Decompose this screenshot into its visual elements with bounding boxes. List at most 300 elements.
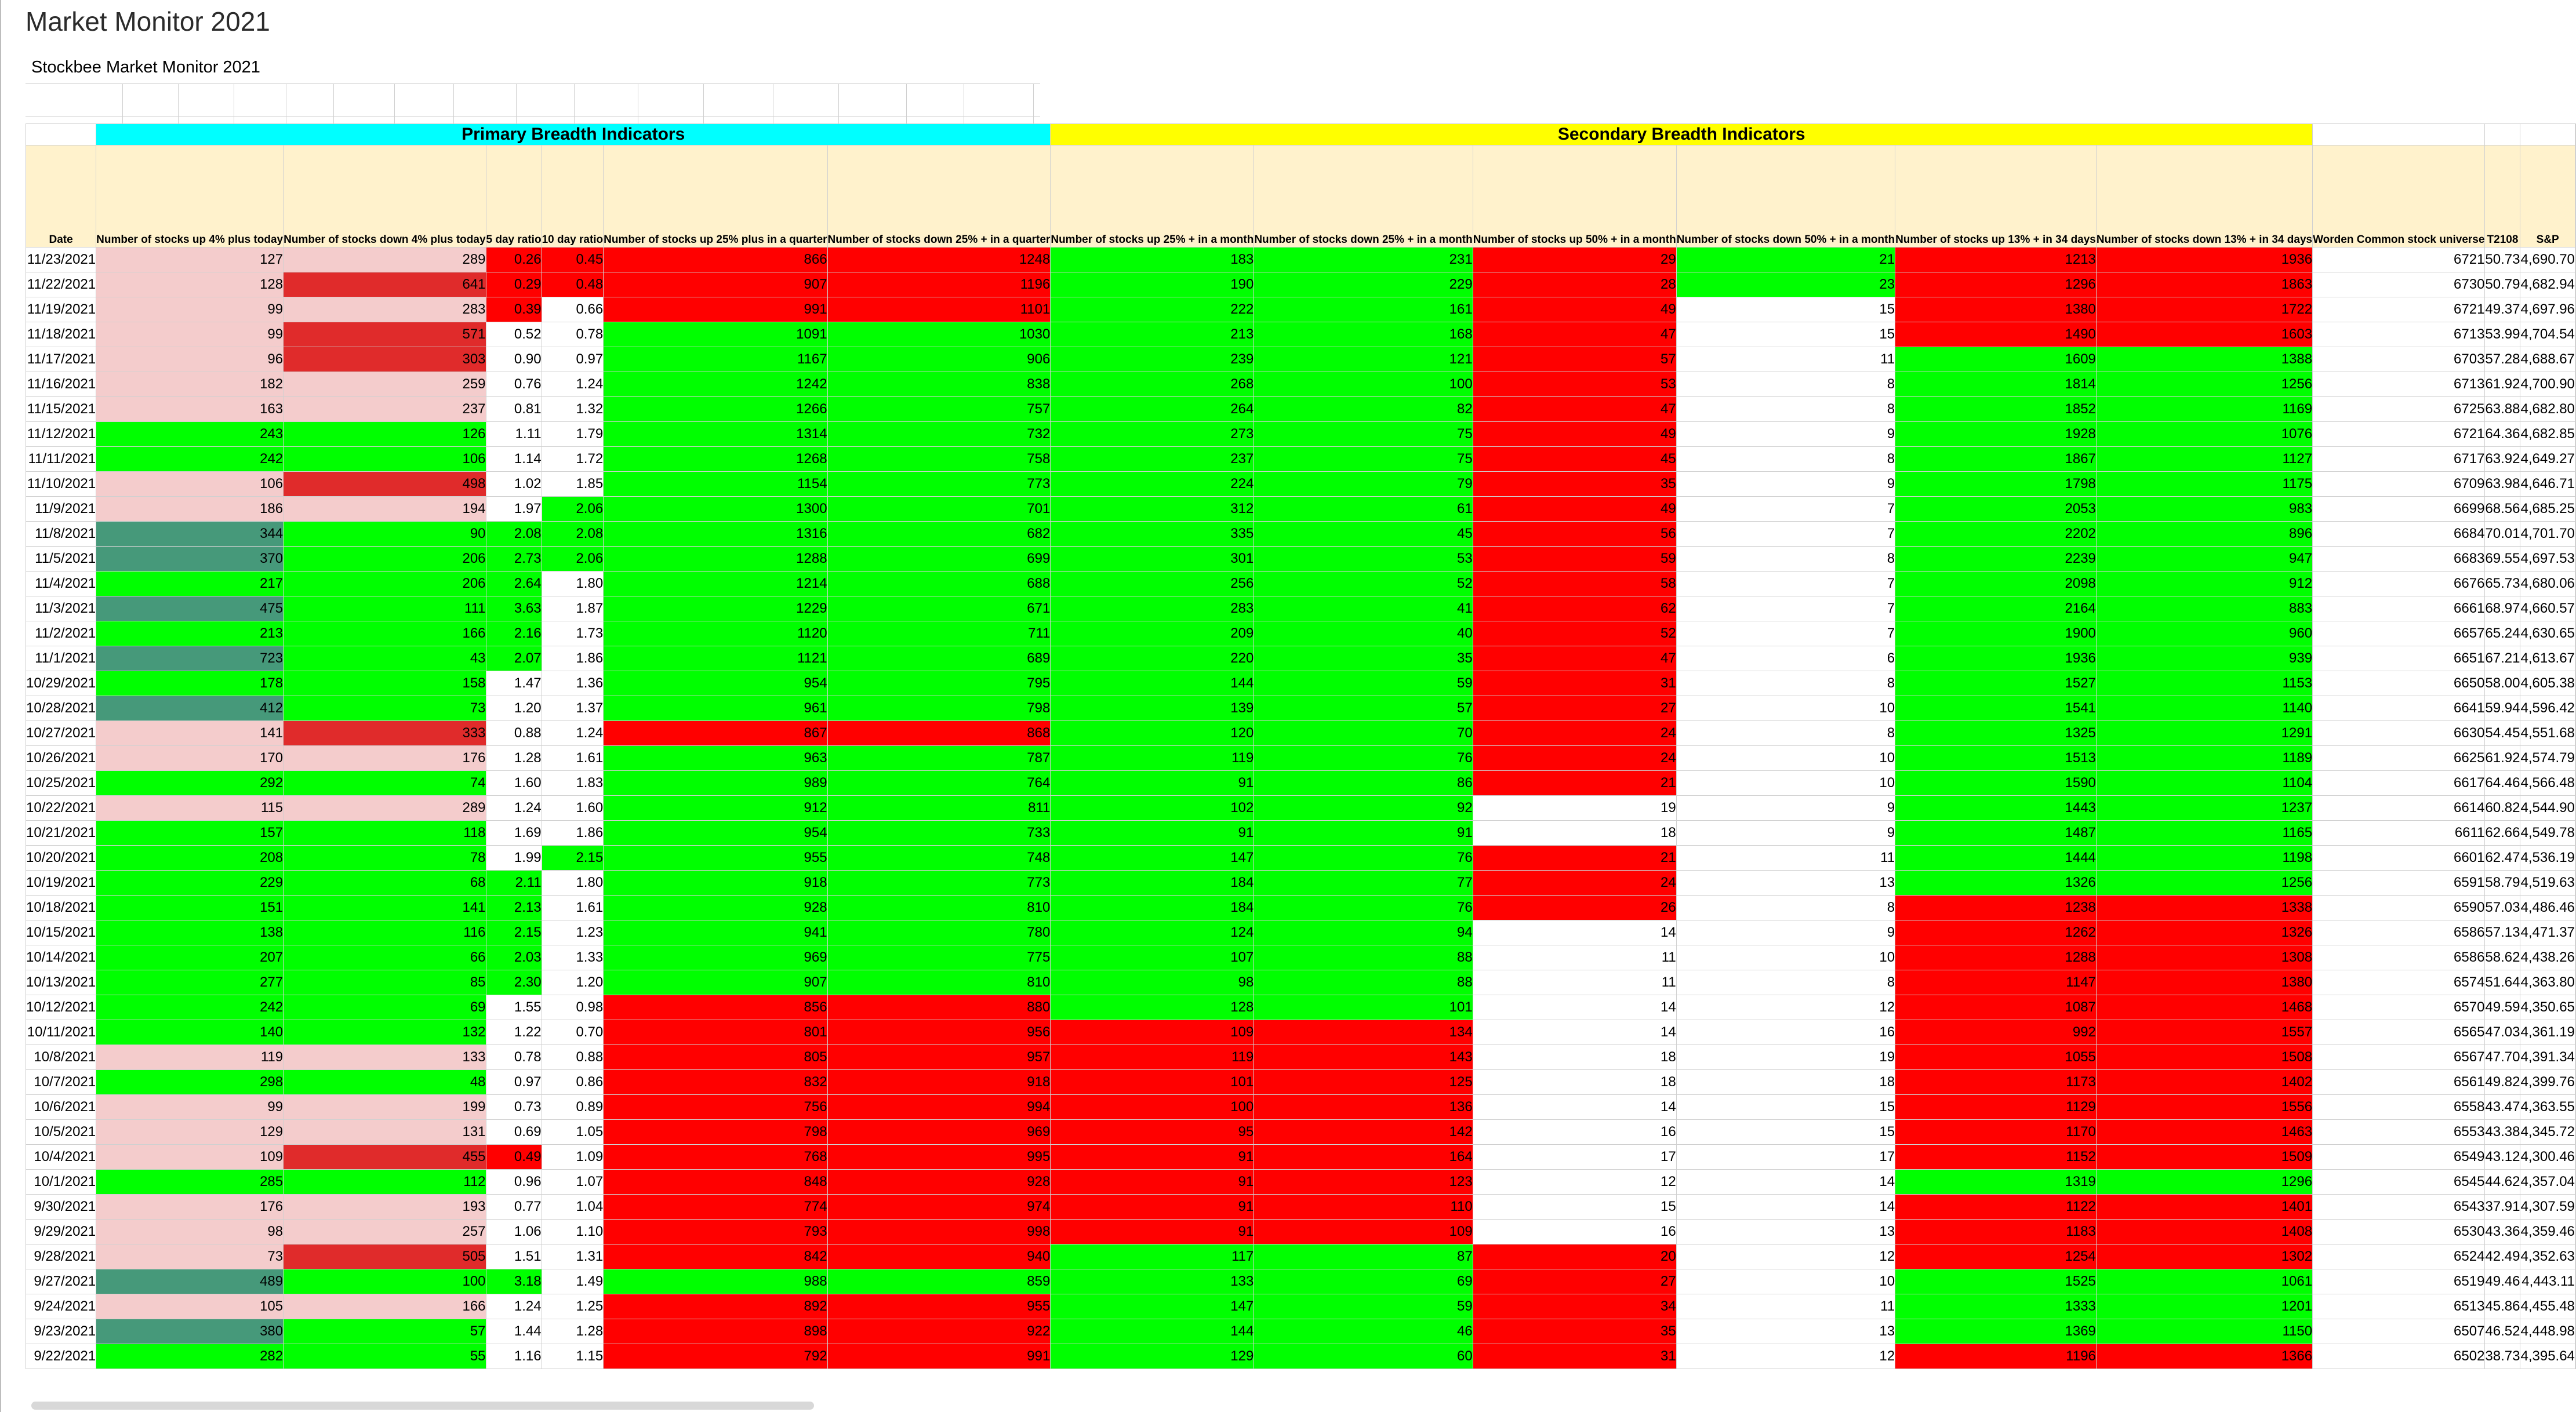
- table-cell[interactable]: 6725: [2313, 397, 2485, 422]
- table-cell[interactable]: 1169: [2096, 397, 2312, 422]
- table-cell[interactable]: 4,345.72: [2520, 1120, 2575, 1145]
- table-cell[interactable]: 4,350.65: [2520, 995, 2575, 1020]
- table-cell[interactable]: 8: [1676, 447, 1895, 472]
- table-cell[interactable]: 0.98: [542, 995, 604, 1020]
- table-cell[interactable]: 199: [284, 1095, 486, 1120]
- table-cell[interactable]: 184: [1051, 896, 1254, 920]
- table-cell[interactable]: 57: [1473, 347, 1676, 372]
- table-cell[interactable]: 1175: [2096, 472, 2312, 497]
- table-cell[interactable]: 4,536.19: [2520, 846, 2575, 871]
- table-cell[interactable]: 1296: [2096, 1170, 2312, 1195]
- table-cell[interactable]: 147: [1051, 846, 1254, 871]
- table-cell[interactable]: 91: [1051, 1220, 1254, 1244]
- date-cell[interactable]: 11/16/2021: [26, 372, 96, 397]
- table-cell[interactable]: 79: [1254, 472, 1473, 497]
- table-cell[interactable]: 182: [96, 372, 284, 397]
- date-cell[interactable]: 11/17/2021: [26, 347, 96, 372]
- group-spacer[interactable]: [26, 124, 96, 145]
- table-cell[interactable]: 24: [1473, 746, 1676, 771]
- table-cell[interactable]: 119: [96, 1045, 284, 1070]
- table-cell[interactable]: 9: [1676, 472, 1895, 497]
- table-cell[interactable]: 64.46: [2485, 771, 2520, 796]
- table-cell[interactable]: 68.97: [2485, 596, 2520, 621]
- table-cell[interactable]: 1150: [2096, 1319, 2312, 1344]
- table-cell[interactable]: 848: [604, 1170, 827, 1195]
- table-cell[interactable]: 832: [604, 1070, 827, 1095]
- table-cell[interactable]: 1.61: [542, 896, 604, 920]
- table-cell[interactable]: 8: [1676, 970, 1895, 995]
- table-cell[interactable]: 14: [1473, 1020, 1676, 1045]
- table-cell[interactable]: 6530: [2313, 1220, 2485, 1244]
- table-cell[interactable]: 1288: [1895, 945, 2097, 970]
- table-cell[interactable]: 4,697.96: [2520, 297, 2575, 322]
- date-cell[interactable]: 11/10/2021: [26, 472, 96, 497]
- table-cell[interactable]: 268: [1051, 372, 1254, 397]
- table-cell[interactable]: 13: [1676, 1220, 1895, 1244]
- date-cell[interactable]: 11/11/2021: [26, 447, 96, 472]
- date-cell[interactable]: 11/1/2021: [26, 646, 96, 671]
- table-cell[interactable]: 906: [827, 347, 1051, 372]
- table-cell[interactable]: 6625: [2313, 746, 2485, 771]
- table-cell[interactable]: 259: [284, 372, 486, 397]
- table-cell[interactable]: 1444: [1895, 846, 2097, 871]
- table-cell[interactable]: 641: [284, 272, 486, 297]
- table-cell[interactable]: 1.32: [542, 397, 604, 422]
- table-cell[interactable]: 91: [1051, 1195, 1254, 1220]
- table-cell[interactable]: 2.13: [486, 896, 542, 920]
- table-cell[interactable]: 2.03: [486, 945, 542, 970]
- date-cell[interactable]: 9/23/2021: [26, 1319, 96, 1344]
- table-cell[interactable]: 4,682.94: [2520, 272, 2575, 297]
- table-cell[interactable]: 0.52: [486, 322, 542, 347]
- table-cell[interactable]: 100: [284, 1269, 486, 1294]
- table-cell[interactable]: 16: [1473, 1220, 1676, 1244]
- table-cell[interactable]: 4,359.46: [2520, 1220, 2575, 1244]
- table-cell[interactable]: 6574: [2313, 970, 2485, 995]
- table-cell[interactable]: 912: [604, 796, 827, 821]
- table-cell[interactable]: 15: [1676, 1120, 1895, 1145]
- table-cell[interactable]: 4,438.26: [2520, 945, 2575, 970]
- table-cell[interactable]: 1380: [2096, 970, 2312, 995]
- date-cell[interactable]: 10/6/2021: [26, 1095, 96, 1120]
- date-cell[interactable]: 10/5/2021: [26, 1120, 96, 1145]
- table-cell[interactable]: 1722: [2096, 297, 2312, 322]
- column-header[interactable]: Date: [26, 145, 96, 248]
- table-cell[interactable]: 12: [1473, 1170, 1676, 1195]
- table-cell[interactable]: 65.24: [2485, 621, 2520, 646]
- table-cell[interactable]: 9: [1676, 422, 1895, 447]
- table-cell[interactable]: 991: [827, 1344, 1051, 1369]
- table-cell[interactable]: 61.92: [2485, 746, 2520, 771]
- table-cell[interactable]: 2.07: [486, 646, 542, 671]
- table-cell[interactable]: 242: [96, 995, 284, 1020]
- table-cell[interactable]: 1189: [2096, 746, 2312, 771]
- table-cell[interactable]: 1.20: [542, 970, 604, 995]
- table-cell[interactable]: 141: [96, 721, 284, 746]
- table-cell[interactable]: 100: [1051, 1095, 1254, 1120]
- table-cell[interactable]: 131: [284, 1120, 486, 1145]
- table-cell[interactable]: 6684: [2313, 522, 2485, 547]
- column-header[interactable]: Number of stocks down 50% + in a month: [1676, 145, 1895, 248]
- table-cell[interactable]: 49: [1473, 422, 1676, 447]
- table-cell[interactable]: 4,685.25: [2520, 497, 2575, 522]
- table-cell[interactable]: 0.96: [486, 1170, 542, 1195]
- table-cell[interactable]: 35: [1473, 472, 1676, 497]
- date-cell[interactable]: 10/15/2021: [26, 920, 96, 945]
- table-cell[interactable]: 10: [1676, 696, 1895, 721]
- table-cell[interactable]: 88: [1254, 945, 1473, 970]
- table-cell[interactable]: 126: [284, 422, 486, 447]
- table-cell[interactable]: 95: [1051, 1120, 1254, 1145]
- table-cell[interactable]: 77: [1254, 871, 1473, 896]
- table-cell[interactable]: 237: [1051, 447, 1254, 472]
- table-cell[interactable]: 176: [96, 1195, 284, 1220]
- table-cell[interactable]: 1326: [2096, 920, 2312, 945]
- table-cell[interactable]: 7: [1676, 572, 1895, 596]
- table-cell[interactable]: 1.11: [486, 422, 542, 447]
- table-cell[interactable]: 43.12: [2485, 1145, 2520, 1170]
- table-cell[interactable]: 1.06: [486, 1220, 542, 1244]
- table-cell[interactable]: 701: [827, 497, 1051, 522]
- table-cell[interactable]: 2.06: [542, 497, 604, 522]
- table-cell[interactable]: 1333: [1895, 1294, 2097, 1319]
- table-cell[interactable]: 206: [284, 547, 486, 572]
- table-cell[interactable]: 1229: [604, 596, 827, 621]
- date-cell[interactable]: 10/14/2021: [26, 945, 96, 970]
- table-cell[interactable]: 0.77: [486, 1195, 542, 1220]
- table-cell[interactable]: 883: [2096, 596, 2312, 621]
- table-cell[interactable]: 41: [1254, 596, 1473, 621]
- table-cell[interactable]: 6519: [2313, 1269, 2485, 1294]
- table-cell[interactable]: 4,352.63: [2520, 1244, 2575, 1269]
- table-cell[interactable]: 62: [1473, 596, 1676, 621]
- table-cell[interactable]: 928: [827, 1170, 1051, 1195]
- table-cell[interactable]: 4,395.64: [2520, 1344, 2575, 1369]
- table-cell[interactable]: 183: [1051, 248, 1254, 272]
- table-cell[interactable]: 4,701.70: [2520, 522, 2575, 547]
- table-cell[interactable]: 0.73: [486, 1095, 542, 1120]
- column-header[interactable]: Number of stocks down 13% + in 34 days: [2096, 145, 2312, 248]
- date-cell[interactable]: 11/3/2021: [26, 596, 96, 621]
- table-cell[interactable]: 1101: [827, 297, 1051, 322]
- table-cell[interactable]: 1091: [604, 322, 827, 347]
- table-cell[interactable]: 6513: [2313, 1294, 2485, 1319]
- table-cell[interactable]: 918: [827, 1070, 1051, 1095]
- date-cell[interactable]: 11/18/2021: [26, 322, 96, 347]
- table-cell[interactable]: 1129: [1895, 1095, 2097, 1120]
- table-cell[interactable]: 859: [827, 1269, 1051, 1294]
- table-cell[interactable]: 1213: [1895, 248, 2097, 272]
- date-cell[interactable]: 10/21/2021: [26, 821, 96, 846]
- table-cell[interactable]: 18: [1473, 1070, 1676, 1095]
- table-cell[interactable]: 1388: [2096, 347, 2312, 372]
- table-cell[interactable]: 6586: [2313, 920, 2485, 945]
- table-cell[interactable]: 57.28: [2485, 347, 2520, 372]
- table-cell[interactable]: 15: [1676, 297, 1895, 322]
- table-cell[interactable]: 1.47: [486, 671, 542, 696]
- date-cell[interactable]: 10/18/2021: [26, 896, 96, 920]
- table-cell[interactable]: 57: [284, 1319, 486, 1344]
- table-cell[interactable]: 1300: [604, 497, 827, 522]
- table-cell[interactable]: 489: [96, 1269, 284, 1294]
- table-cell[interactable]: 689: [827, 646, 1051, 671]
- table-cell[interactable]: 4,363.55: [2520, 1095, 2575, 1120]
- table-cell[interactable]: 1196: [827, 272, 1051, 297]
- table-cell[interactable]: 29: [1473, 248, 1676, 272]
- table-cell[interactable]: 344: [96, 522, 284, 547]
- table-cell[interactable]: 6713: [2313, 322, 2485, 347]
- table-cell[interactable]: 4,660.57: [2520, 596, 2575, 621]
- table-cell[interactable]: 928: [604, 896, 827, 920]
- table-cell[interactable]: 59: [1473, 547, 1676, 572]
- table-cell[interactable]: 995: [827, 1145, 1051, 1170]
- table-cell[interactable]: 699: [827, 547, 1051, 572]
- secondary-breadth-header[interactable]: Secondary Breadth Indicators: [1051, 124, 2313, 145]
- table-cell[interactable]: 4,566.48: [2520, 771, 2575, 796]
- date-cell[interactable]: 10/11/2021: [26, 1020, 96, 1045]
- table-cell[interactable]: 60.82: [2485, 796, 2520, 821]
- table-cell[interactable]: 37.91: [2485, 1195, 2520, 1220]
- table-cell[interactable]: 59: [1254, 671, 1473, 696]
- table-cell[interactable]: 1127: [2096, 447, 2312, 472]
- table-cell[interactable]: 56: [1473, 522, 1676, 547]
- table-cell[interactable]: 6721: [2313, 248, 2485, 272]
- date-cell[interactable]: 11/23/2021: [26, 248, 96, 272]
- table-cell[interactable]: 6543: [2313, 1195, 2485, 1220]
- table-cell[interactable]: 49.82: [2485, 1070, 2520, 1095]
- table-cell[interactable]: 49.37: [2485, 297, 2520, 322]
- table-cell[interactable]: 1291: [2096, 721, 2312, 746]
- table-cell[interactable]: 301: [1051, 547, 1254, 572]
- date-cell[interactable]: 9/27/2021: [26, 1269, 96, 1294]
- table-cell[interactable]: 151: [96, 896, 284, 920]
- table-cell[interactable]: 19: [1676, 1045, 1895, 1070]
- table-cell[interactable]: 983: [2096, 497, 2312, 522]
- table-cell[interactable]: 1.36: [542, 671, 604, 696]
- table-cell[interactable]: 571: [284, 322, 486, 347]
- table-cell[interactable]: 1.60: [486, 771, 542, 796]
- table-cell[interactable]: 0.81: [486, 397, 542, 422]
- table-cell[interactable]: 0.86: [542, 1070, 604, 1095]
- date-cell[interactable]: 10/8/2021: [26, 1045, 96, 1070]
- table-cell[interactable]: 125: [1254, 1070, 1473, 1095]
- table-cell[interactable]: 991: [604, 297, 827, 322]
- table-cell[interactable]: 38.73: [2485, 1344, 2520, 1369]
- table-cell[interactable]: 1268: [604, 447, 827, 472]
- table-cell[interactable]: 27: [1473, 696, 1676, 721]
- table-cell[interactable]: 1408: [2096, 1220, 2312, 1244]
- table-cell[interactable]: 1443: [1895, 796, 2097, 821]
- table-cell[interactable]: 107: [1051, 945, 1254, 970]
- table-cell[interactable]: 132: [284, 1020, 486, 1045]
- table-cell[interactable]: 4,680.06: [2520, 572, 2575, 596]
- table-cell[interactable]: 6591: [2313, 871, 2485, 896]
- table-cell[interactable]: 99: [96, 1095, 284, 1120]
- table-cell[interactable]: 86: [1254, 771, 1473, 796]
- table-cell[interactable]: 805: [604, 1045, 827, 1070]
- table-cell[interactable]: 4,646.71: [2520, 472, 2575, 497]
- table-cell[interactable]: 24: [1473, 721, 1676, 746]
- table-cell[interactable]: 1402: [2096, 1070, 2312, 1095]
- table-cell[interactable]: 6: [1676, 646, 1895, 671]
- table-cell[interactable]: 1863: [2096, 272, 2312, 297]
- table-cell[interactable]: 109: [1051, 1020, 1254, 1045]
- table-cell[interactable]: 224: [1051, 472, 1254, 497]
- table-cell[interactable]: 856: [604, 995, 827, 1020]
- table-cell[interactable]: 49.46: [2485, 1269, 2520, 1294]
- table-cell[interactable]: 166: [284, 1294, 486, 1319]
- table-cell[interactable]: 1.31: [542, 1244, 604, 1269]
- table-cell[interactable]: 7: [1676, 596, 1895, 621]
- table-cell[interactable]: 283: [1051, 596, 1254, 621]
- table-cell[interactable]: 780: [827, 920, 1051, 945]
- table-cell[interactable]: 1173: [1895, 1070, 2097, 1095]
- table-cell[interactable]: 76: [1254, 746, 1473, 771]
- table-cell[interactable]: 0.29: [486, 272, 542, 297]
- column-header[interactable]: Number of stocks up 50% + in a month: [1473, 145, 1676, 248]
- table-cell[interactable]: 1513: [1895, 746, 2097, 771]
- date-cell[interactable]: 10/28/2021: [26, 696, 96, 721]
- table-cell[interactable]: 1153: [2096, 671, 2312, 696]
- table-cell[interactable]: 14: [1676, 1195, 1895, 1220]
- table-cell[interactable]: 53: [1473, 372, 1676, 397]
- table-cell[interactable]: 1369: [1895, 1319, 2097, 1344]
- table-cell[interactable]: 1.28: [486, 746, 542, 771]
- table-cell[interactable]: 18: [1473, 821, 1676, 846]
- table-cell[interactable]: 4,682.80: [2520, 397, 2575, 422]
- table-cell[interactable]: 242: [96, 447, 284, 472]
- table-cell[interactable]: 6502: [2313, 1344, 2485, 1369]
- table-cell[interactable]: 1463: [2096, 1120, 2312, 1145]
- table-cell[interactable]: 15: [1473, 1195, 1676, 1220]
- table-cell[interactable]: 974: [827, 1195, 1051, 1220]
- table-cell[interactable]: 1557: [2096, 1020, 2312, 1045]
- table-cell[interactable]: 73: [284, 696, 486, 721]
- column-header[interactable]: Number of stocks up 4% plus today: [96, 145, 284, 248]
- table-cell[interactable]: 954: [604, 671, 827, 696]
- table-cell[interactable]: 838: [827, 372, 1051, 397]
- table-cell[interactable]: 209: [1051, 621, 1254, 646]
- table-cell[interactable]: 1508: [2096, 1045, 2312, 1070]
- table-cell[interactable]: 1928: [1895, 422, 2097, 447]
- table-cell[interactable]: 2239: [1895, 547, 2097, 572]
- date-cell[interactable]: 11/4/2021: [26, 572, 96, 596]
- table-cell[interactable]: 193: [284, 1195, 486, 1220]
- table-cell[interactable]: 0.88: [542, 1045, 604, 1070]
- table-cell[interactable]: 124: [1051, 920, 1254, 945]
- table-cell[interactable]: 1254: [1895, 1244, 2097, 1269]
- table-cell[interactable]: 6683: [2313, 547, 2485, 572]
- table-cell[interactable]: 1609: [1895, 347, 2097, 372]
- table-cell[interactable]: 0.26: [486, 248, 542, 272]
- table-cell[interactable]: 239: [1051, 347, 1254, 372]
- table-cell[interactable]: 141: [284, 896, 486, 920]
- table-cell[interactable]: 1.85: [542, 472, 604, 497]
- table-cell[interactable]: 1401: [2096, 1195, 2312, 1220]
- table-cell[interactable]: 53: [1254, 547, 1473, 572]
- column-header[interactable]: 5 day ratio: [486, 145, 542, 248]
- table-cell[interactable]: 941: [604, 920, 827, 945]
- table-cell[interactable]: 1.37: [542, 696, 604, 721]
- table-cell[interactable]: 907: [604, 272, 827, 297]
- table-cell[interactable]: 1.25: [542, 1294, 604, 1319]
- date-cell[interactable]: 10/25/2021: [26, 771, 96, 796]
- table-cell[interactable]: 9: [1676, 821, 1895, 846]
- table-cell[interactable]: 91: [1051, 771, 1254, 796]
- table-cell[interactable]: 207: [96, 945, 284, 970]
- table-cell[interactable]: 163: [96, 397, 284, 422]
- date-cell[interactable]: 10/26/2021: [26, 746, 96, 771]
- table-cell[interactable]: 6586: [2313, 945, 2485, 970]
- table-cell[interactable]: 8: [1676, 896, 1895, 920]
- table-cell[interactable]: 1.60: [542, 796, 604, 821]
- table-cell[interactable]: 9: [1676, 796, 1895, 821]
- table-cell[interactable]: 4,519.63: [2520, 871, 2575, 896]
- table-cell[interactable]: 1936: [1895, 646, 2097, 671]
- table-cell[interactable]: 256: [1051, 572, 1254, 596]
- table-cell[interactable]: 91: [1051, 821, 1254, 846]
- table-cell[interactable]: 231: [1254, 248, 1473, 272]
- table-cell[interactable]: 4,690.70: [2520, 248, 2575, 272]
- table-cell[interactable]: 7: [1676, 621, 1895, 646]
- table-cell[interactable]: 954: [604, 821, 827, 846]
- table-cell[interactable]: 0.48: [542, 272, 604, 297]
- group-spacer[interactable]: [2485, 124, 2520, 145]
- table-cell[interactable]: 1525: [1895, 1269, 2097, 1294]
- table-cell[interactable]: 10: [1676, 746, 1895, 771]
- table-cell[interactable]: 4,682.85: [2520, 422, 2575, 447]
- table-cell[interactable]: 801: [604, 1020, 827, 1045]
- table-cell[interactable]: 217: [96, 572, 284, 596]
- table-cell[interactable]: 1256: [2096, 871, 2312, 896]
- table-cell[interactable]: 18: [1676, 1070, 1895, 1095]
- table-cell[interactable]: 1314: [604, 422, 827, 447]
- table-cell[interactable]: 11: [1473, 970, 1676, 995]
- table-cell[interactable]: 43.38: [2485, 1120, 2520, 1145]
- table-cell[interactable]: 6549: [2313, 1145, 2485, 1170]
- table-cell[interactable]: 867: [604, 721, 827, 746]
- table-cell[interactable]: 117: [1051, 1244, 1254, 1269]
- table-cell[interactable]: 4,300.46: [2520, 1145, 2575, 1170]
- table-cell[interactable]: 46: [1254, 1319, 1473, 1344]
- table-cell[interactable]: 52: [1473, 621, 1676, 646]
- table-cell[interactable]: 34: [1473, 1294, 1676, 1319]
- table-cell[interactable]: 26: [1473, 896, 1676, 920]
- table-cell[interactable]: 21: [1676, 248, 1895, 272]
- table-cell[interactable]: 412: [96, 696, 284, 721]
- table-cell[interactable]: 1121: [604, 646, 827, 671]
- table-cell[interactable]: 6601: [2313, 846, 2485, 871]
- table-cell[interactable]: 206: [284, 572, 486, 596]
- table-cell[interactable]: 4,486.46: [2520, 896, 2575, 920]
- table-cell[interactable]: 118: [284, 821, 486, 846]
- table-cell[interactable]: 1120: [604, 621, 827, 646]
- table-cell[interactable]: 6507: [2313, 1319, 2485, 1344]
- table-cell[interactable]: 682: [827, 522, 1051, 547]
- table-cell[interactable]: 13: [1676, 871, 1895, 896]
- table-cell[interactable]: 49.59: [2485, 995, 2520, 1020]
- table-cell[interactable]: 138: [96, 920, 284, 945]
- table-cell[interactable]: 947: [2096, 547, 2312, 572]
- column-header[interactable]: Number of stocks down 25% + in a month: [1254, 145, 1473, 248]
- table-cell[interactable]: 186: [96, 497, 284, 522]
- date-cell[interactable]: 10/29/2021: [26, 671, 96, 696]
- table-cell[interactable]: 1.02: [486, 472, 542, 497]
- table-cell[interactable]: 0.70: [542, 1020, 604, 1045]
- table-cell[interactable]: 62.66: [2485, 821, 2520, 846]
- table-cell[interactable]: 285: [96, 1170, 284, 1195]
- table-cell[interactable]: 24: [1473, 871, 1676, 896]
